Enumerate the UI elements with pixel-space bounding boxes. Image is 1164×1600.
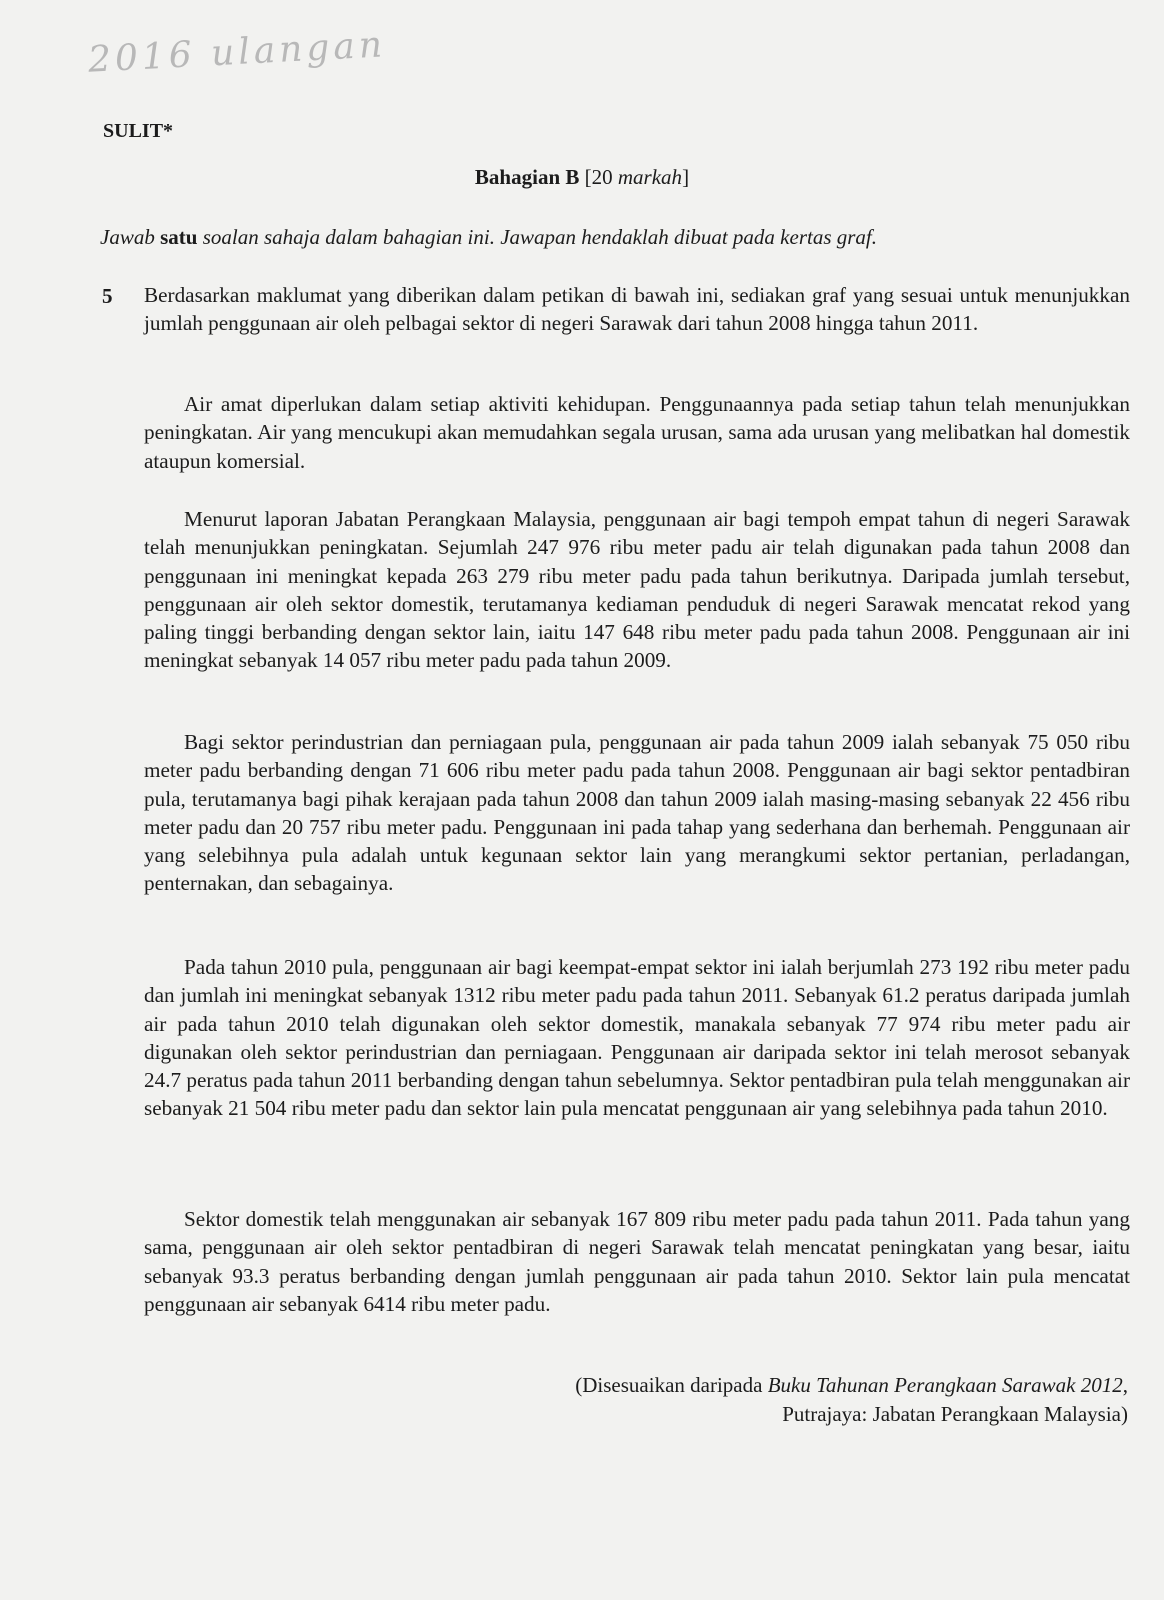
- classification-label: SULIT*: [103, 120, 174, 142]
- instruction: [100, 225, 1130, 250]
- instruction-after: soalan sahaja dalam bahagian ini. Jawapan hendaklah dibuat pada kertas graf.: [197, 225, 878, 249]
- source-suffix: ,: [1122, 1373, 1128, 1397]
- question-prompt: Berdasarkan maklumat yang diberikan dalam petikan di bawah ini, sediakan graf yang sesuai untuk menunjukkan jumlah penggunaan air oleh pelbagai sektor di negeri Sarawak dari tahun 2008 hingga tahun 2011.: [144, 283, 1130, 336]
- section-title-close: ]: [682, 165, 690, 189]
- section-title: [0, 165, 1164, 190]
- source-line-2: Putrajaya: Jabatan Perangkaan Malaysia): [782, 1402, 1128, 1426]
- section-title-italic: markah: [617, 165, 683, 189]
- source-citation: [575, 1371, 1128, 1429]
- question-number: 5: [102, 284, 113, 308]
- section-title-bold: Bahagian B: [474, 165, 580, 189]
- instruction-bold: satu: [160, 225, 198, 249]
- passage-paragraph: Bagi sektor perindustrian dan perniagaan pula, penggunaan air pada tahun 2009 ialah sebanyak 75 050 ribu meter padu berbanding dengan 71 606 ribu meter padu pada tahun 2008. Penggunaan air bagi sektor pentadbiran pula, terutamanya bagi pihak kerajaan pada tahun 2008 dan tahun 2009 ialah masing-masing sebanyak 22 456 ribu meter padu dan 20 757 ribu meter padu. Penggunaan ini pada tahap yang sederhana dan berhemah. Penggunaan air yang selebihnya pula adalah untuk kegunaan sektor lain yang merangkumi sektor pertanian, perladangan, penternakan, dan sebagainya.: [144, 730, 1130, 896]
- passage-paragraph: Sektor domestik telah menggunakan air sebanyak 167 809 ribu meter padu pada tahun 2011. Pada tahun yang sama, penggunaan air oleh sektor pentadbiran di negeri Sarawak telah mencatat peningkatan yang besar, iaitu sebanyak 93.3 peratus berbanding dengan jumlah penggunaan air pada tahun 2010. Sektor lain pula mencatat penggunaan air sebanyak 6414 ribu meter padu.: [144, 1207, 1130, 1316]
- passage-paragraph: Pada tahun 2010 pula, penggunaan air bagi keempat-empat sektor ini ialah berjumlah 273 192 ribu meter padu dan jumlah ini meningkat sebanyak 1312 ribu meter padu pada tahun 2011. Sebanyak 61.2 peratus daripada jumlah air pada tahun 2010 telah digunakan oleh sektor domestik, manakala sebanyak 77 974 ribu meter padu air digunakan oleh sektor perindustrian dan perniagaan. Penggunaan air daripada sektor ini telah merosot sebanyak 24.7 peratus pada tahun 2011 berbanding dengan tahun sebelumnya. Sektor pentadbiran pula telah menggunakan air sebanyak 21 504 ribu meter padu dan sektor lain pula mencatat penggunaan air yang selebihnya pada tahun 2010.: [144, 955, 1130, 1121]
- passage-paragraph: Menurut laporan Jabatan Perangkaan Malaysia, penggunaan air bagi tempoh empat tahun di negeri Sarawak telah menunjukkan peningkatan. Sejumlah 247 976 ribu meter padu air telah digunakan pada tahun 2008 dan penggunaan ini meningkat kepada 263 279 ribu meter padu pada tahun berikutnya. Daripada jumlah tersebut, penggunaan air oleh sektor domestik, terutamanya kediaman penduduk di negeri Sarawak mencatat rekod yang paling tinggi berbanding dengan sektor lain, iaitu 147 648 ribu meter padu pada tahun 2008. Penggunaan air ini meningkat sebanyak 14 057 ribu meter padu pada tahun 2009.: [144, 507, 1130, 673]
- instruction-before: Jawab: [100, 225, 161, 249]
- source-line-1: [575, 1371, 1128, 1400]
- section-title-open: [20: [579, 165, 618, 189]
- source-title: Buku Tahunan Perangkaan Sarawak 2012: [767, 1373, 1123, 1397]
- passage-paragraph: Air amat diperlukan dalam setiap aktiviti kehidupan. Penggunaannya pada setiap tahun telah menunjukkan peningkatan. Air yang mencukupi akan memudahkan segala urusan, sama ada urusan yang melibatkan hal domestik ataupun komersial.: [144, 392, 1130, 473]
- handwritten-note: 2016 ulangan: [87, 24, 387, 81]
- source-prefix: (Disesuaikan daripada: [575, 1373, 768, 1397]
